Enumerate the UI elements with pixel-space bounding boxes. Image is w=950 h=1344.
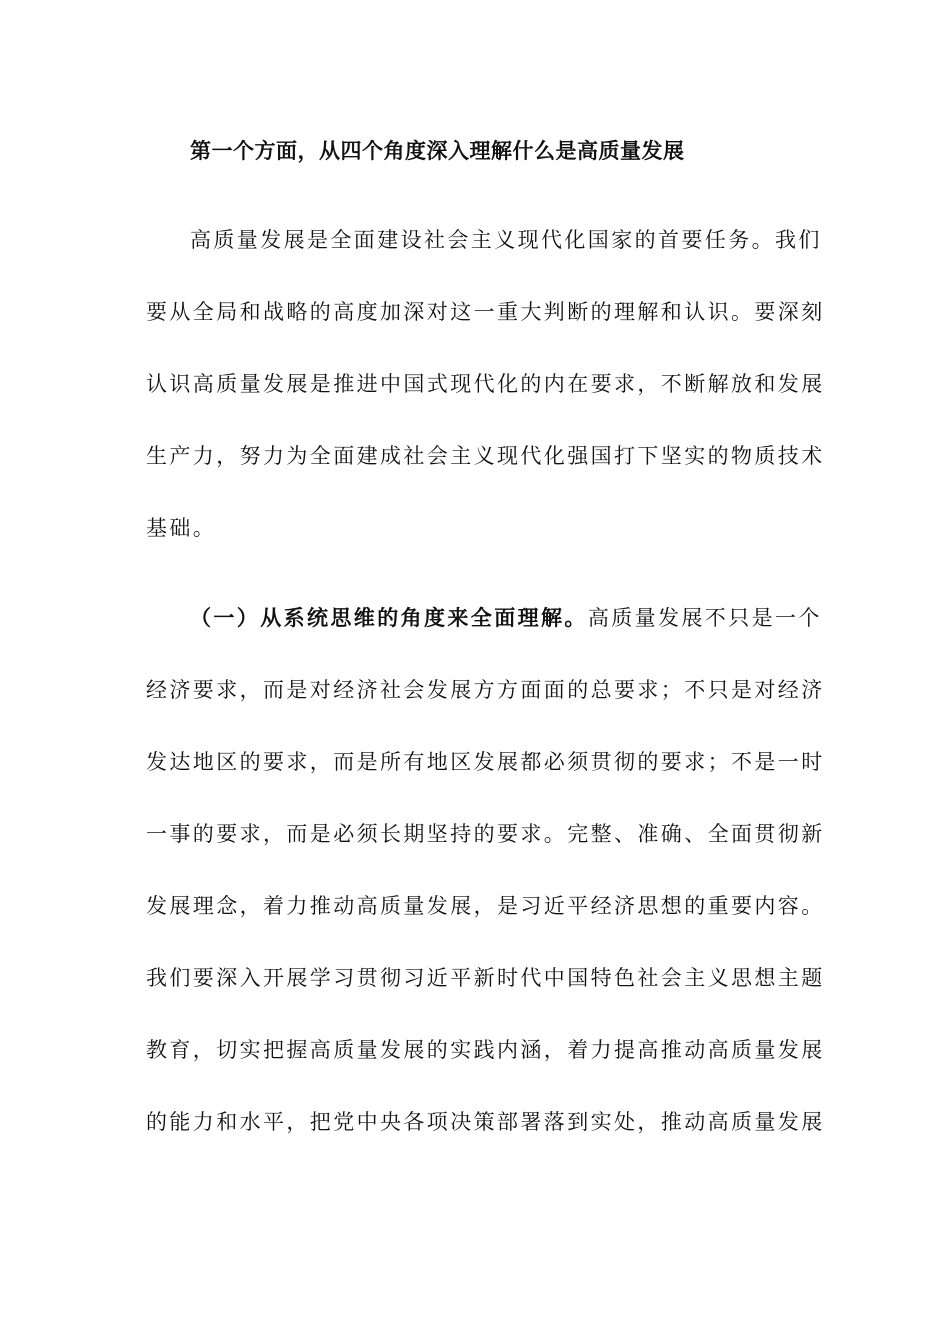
paragraph-1-line-5: 基础。 <box>146 516 217 540</box>
paragraph-1-line-1: 高质量发展是全面建设社会主义现代化国家的首要任务。我们 <box>190 228 822 252</box>
paragraph-1-line-2: 要从全局和战略的高度加深对这一重大判断的理解和认识。要深刻 <box>146 300 825 324</box>
paragraph-2-line-6: 我们要深入开展学习贯彻习近平新时代中国特色社会主义思想主题 <box>146 966 825 990</box>
paragraph-2-line-5: 发展理念，着力推动高质量发展，是习近平经济思想的重要内容。 <box>146 894 825 918</box>
paragraph-2-line-7: 教育，切实把握高质量发展的实践内涵，着力提高推动高质量发展 <box>146 1038 825 1062</box>
paragraph-2-lead-text: 高质量发展不只是一个 <box>587 606 822 630</box>
paragraph-2-line-4: 一事的要求，而是必须长期坚持的要求。完整、准确、全面贯彻新 <box>146 822 825 846</box>
paragraph-1-line-3: 认识高质量发展是推进中国式现代化的内在要求，不断解放和发展 <box>146 372 825 396</box>
paragraph-2-line-2: 经济要求，而是对经济社会发展方方面面的总要求；不只是对经济 <box>146 678 825 702</box>
section-heading: 第一个方面，从四个角度深入理解什么是高质量发展 <box>190 138 685 163</box>
paragraph-1-line-4: 生产力，努力为全面建成社会主义现代化强国打下坚实的物质技术 <box>146 444 825 468</box>
paragraph-2-line-3: 发达地区的要求，而是所有地区发展都必须贯彻的要求；不是一时 <box>146 750 825 774</box>
paragraph-2-line-1 <box>190 600 822 636</box>
paragraph-2-line-8: 的能力和水平，把党中央各项决策部署落到实处，推动高质量发展 <box>146 1110 825 1134</box>
subsection-title: （一）从系统思维的角度来全面理解。 <box>190 605 588 630</box>
